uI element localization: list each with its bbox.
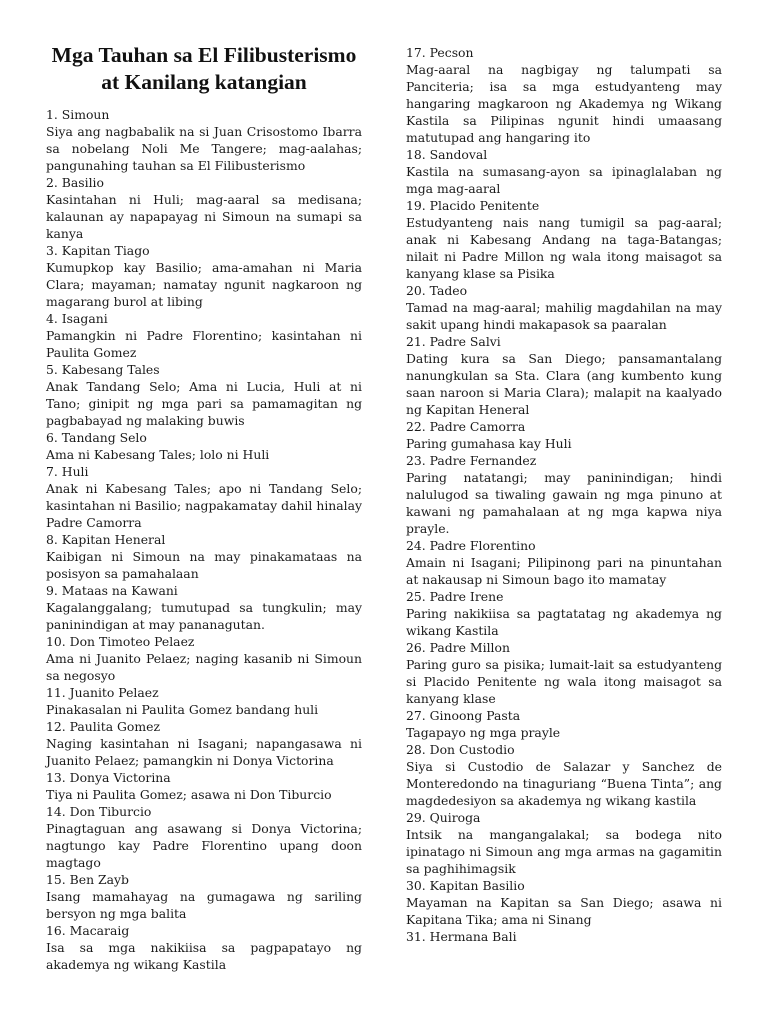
character-name: 20. Tadeo bbox=[406, 283, 468, 298]
character-name: 27. Ginoong Pasta bbox=[406, 708, 521, 723]
character-description: Ama ni Kabesang Tales; lolo ni Huli bbox=[46, 447, 270, 462]
character-entry bbox=[406, 928, 722, 945]
character-name: 9. Mataas na Kawani bbox=[46, 583, 178, 598]
character-entry bbox=[46, 463, 362, 531]
character-name: 24. Padre Florentino bbox=[406, 538, 536, 553]
character-description: Pinagtaguan ang asawang si Donya Victorina; nagtungo kay Padre Florentino upang doon magtago bbox=[46, 821, 362, 870]
character-entry bbox=[406, 588, 722, 639]
character-name: 16. Macaraig bbox=[46, 923, 130, 938]
character-description: Ama ni Juanito Pelaez; naging kasanib ni Simoun sa negosyo bbox=[46, 651, 362, 683]
character-entry bbox=[406, 537, 722, 588]
character-entry bbox=[46, 769, 362, 803]
character-name: 10. Don Timoteo Pelaez bbox=[46, 634, 195, 649]
character-description: Anak Tandang Selo; Ama ni Lucia, Huli at ni Tano; ginipit ng mga pari sa pamamagitan ng pagbabayad ng malaking buwis bbox=[46, 379, 362, 428]
character-entry bbox=[406, 146, 722, 197]
character-description: Tiya ni Paulita Gomez; asawa ni Don Tiburcio bbox=[46, 787, 332, 802]
character-entry bbox=[46, 242, 362, 310]
character-entry bbox=[406, 639, 722, 707]
left-column bbox=[46, 0, 362, 973]
character-entry bbox=[46, 361, 362, 429]
character-name: 31. Hermana Bali bbox=[406, 929, 517, 944]
character-entry bbox=[46, 718, 362, 769]
character-description: Isang mamahayag na gumagawa ng sariling bersyon ng mga balita bbox=[46, 889, 362, 921]
character-entry bbox=[406, 452, 722, 537]
character-description: Anak ni Kabesang Tales; apo ni Tandang Selo; kasintahan ni Basilio; nagpakamatay dahil hinalay Padre Camorra bbox=[46, 481, 362, 530]
character-description: Pamangkin ni Padre Florentino; kasintahan ni Paulita Gomez bbox=[46, 328, 362, 360]
character-name: 4. Isagani bbox=[46, 311, 108, 326]
character-name: 28. Don Custodio bbox=[406, 742, 515, 757]
character-description: Mayaman na Kapitan sa San Diego; asawa ni Kapitana Tika; ama ni Sinang bbox=[406, 895, 722, 927]
character-name: 18. Sandoval bbox=[406, 147, 488, 162]
character-entry bbox=[46, 429, 362, 463]
character-entry bbox=[406, 418, 722, 452]
character-name: 22. Padre Camorra bbox=[406, 419, 526, 434]
character-name: 12. Paulita Gomez bbox=[46, 719, 160, 734]
character-description: Paring natatangi; may paninindigan; hindi nalulugod sa tiwaling gawain ng mga pinuno at kawani ng pamahalaan at ng mga kapwa niya prayle. bbox=[406, 470, 722, 536]
character-description: Isa sa mga nakikiisa sa pagpapatayo ng akademya ng wikang Kastila bbox=[46, 940, 362, 972]
character-description: Paring nakikiisa sa pagtatatag ng akademya ng wikang Kastila bbox=[406, 606, 722, 638]
character-description: Kagalanggalang; tumutupad sa tungkulin; may paninindigan at may pananagutan. bbox=[46, 600, 362, 632]
character-entry bbox=[46, 633, 362, 684]
character-name: 25. Padre Irene bbox=[406, 589, 504, 604]
character-name: 6. Tandang Selo bbox=[46, 430, 147, 445]
character-description: Naging kasintahan ni Isagani; napangasawa ni Juanito Pelaez; pamangkin ni Donya Victorina bbox=[46, 736, 362, 768]
character-entry bbox=[46, 582, 362, 633]
character-entry bbox=[46, 803, 362, 871]
character-name: 3. Kapitan Tiago bbox=[46, 243, 150, 258]
character-name: 8. Kapitan Heneral bbox=[46, 532, 166, 547]
character-name: 5. Kabesang Tales bbox=[46, 362, 160, 377]
character-entry bbox=[406, 197, 722, 282]
character-entry bbox=[46, 922, 362, 973]
character-name: 21. Padre Salvi bbox=[406, 334, 501, 349]
character-description: Siya si Custodio de Salazar y Sanchez de Monteredondo na tinaguriang “Buena Tinta”; ang magdedesiyon sa akademya ng wikang kastila bbox=[406, 759, 722, 808]
character-name: 15. Ben Zayb bbox=[46, 872, 129, 887]
character-entry bbox=[406, 333, 722, 418]
character-entry bbox=[46, 310, 362, 361]
character-entry bbox=[406, 707, 722, 741]
character-description: Dating kura sa San Diego; pansamantalang nanungkulan sa Sta. Clara (ang kumbento kung saan naroon si Maria Clara); malapit na kaalyado ng Kapitan Heneral bbox=[406, 351, 722, 417]
character-description: Tamad na mag-aaral; mahilig magdahilan na may sakit upang hindi makapasok sa paaralan bbox=[406, 300, 722, 332]
character-description: Mag-aaral na nagbigay ng talumpati sa Panciteria; isa sa mga estudyanteng may hangaring magkaroon ng Akademya ng Wikang Kastila sa Pilipinas ngunit hindi umaasang matutupad ang hangaring ito bbox=[406, 62, 722, 145]
character-entry bbox=[406, 741, 722, 809]
character-entry bbox=[406, 877, 722, 928]
character-name: 2. Basilio bbox=[46, 175, 104, 190]
character-entry bbox=[46, 871, 362, 922]
character-description: Estudyanteng nais nang tumigil sa pag-aaral; anak ni Kabesang Andang na taga-Batangas; nilait ni Padre Millon ng wala itong maisagot sa kanyang klase sa Pisika bbox=[406, 215, 722, 281]
character-description: Kumupkop kay Basilio; ama-amahan ni Maria Clara; mayaman; namatay ngunit nagkaroon ng magarang burol at libing bbox=[46, 260, 362, 309]
character-name: 23. Padre Fernandez bbox=[406, 453, 537, 468]
character-list-right bbox=[406, 44, 722, 945]
character-description: Kaibigan ni Simoun na may pinakamataas na posisyon sa pamahalaan bbox=[46, 549, 362, 581]
character-name: 17. Pecson bbox=[406, 45, 474, 60]
character-list-left bbox=[46, 106, 362, 973]
character-name: 14. Don Tiburcio bbox=[46, 804, 152, 819]
character-entry bbox=[406, 809, 722, 877]
right-column bbox=[406, 0, 722, 945]
character-entry bbox=[46, 684, 362, 718]
character-entry bbox=[406, 44, 722, 146]
character-entry bbox=[46, 174, 362, 242]
character-name: 19. Placido Penitente bbox=[406, 198, 540, 213]
character-name: 7. Huli bbox=[46, 464, 89, 479]
character-entry bbox=[406, 282, 722, 333]
character-description: Paring gumahasa kay Huli bbox=[406, 436, 572, 451]
character-description: Kasintahan ni Huli; mag-aaral sa medisana; kalaunan ay napapayag ni Simoun na sumapi sa kanya bbox=[46, 192, 362, 241]
character-name: 30. Kapitan Basilio bbox=[406, 878, 525, 893]
character-name: 26. Padre Millon bbox=[406, 640, 510, 655]
character-description: Amain ni Isagani; Pilipinong pari na pinuntahan at nakausap ni Simoun bago ito mamatay bbox=[406, 555, 722, 587]
character-description: Pinakasalan ni Paulita Gomez bandang huli bbox=[46, 702, 319, 717]
character-description: Tagapayo ng mga prayle bbox=[406, 725, 561, 740]
character-entry bbox=[46, 106, 362, 174]
character-name: 11. Juanito Pelaez bbox=[46, 685, 159, 700]
character-entry bbox=[46, 531, 362, 582]
character-description: Intsik na mangangalakal; sa bodega nito ipinatago ni Simoun ang mga armas na gagamitin sa paghihimagsik bbox=[406, 827, 722, 876]
character-name: 29. Quiroga bbox=[406, 810, 481, 825]
character-name: 1. Simoun bbox=[46, 107, 110, 122]
character-description: Siya ang nagbabalik na si Juan Crisostomo Ibarra sa nobelang Noli Me Tangere; mag-aalahas; pangunahing tauhan sa El Filibusterismo bbox=[46, 124, 362, 173]
character-description: Kastila na sumasang-ayon sa ipinaglalaban ng mga mag-aaral bbox=[406, 164, 722, 196]
character-name: 13. Donya Victorina bbox=[46, 770, 171, 785]
document-title: Mga Tauhan sa El Filibusterismo at Kanilang katangian bbox=[51, 43, 357, 94]
character-description: Paring guro sa pisika; lumait-lait sa estudyanteng si Placido Penitente ng wala itong maisagot sa kanyang klase bbox=[406, 657, 722, 706]
